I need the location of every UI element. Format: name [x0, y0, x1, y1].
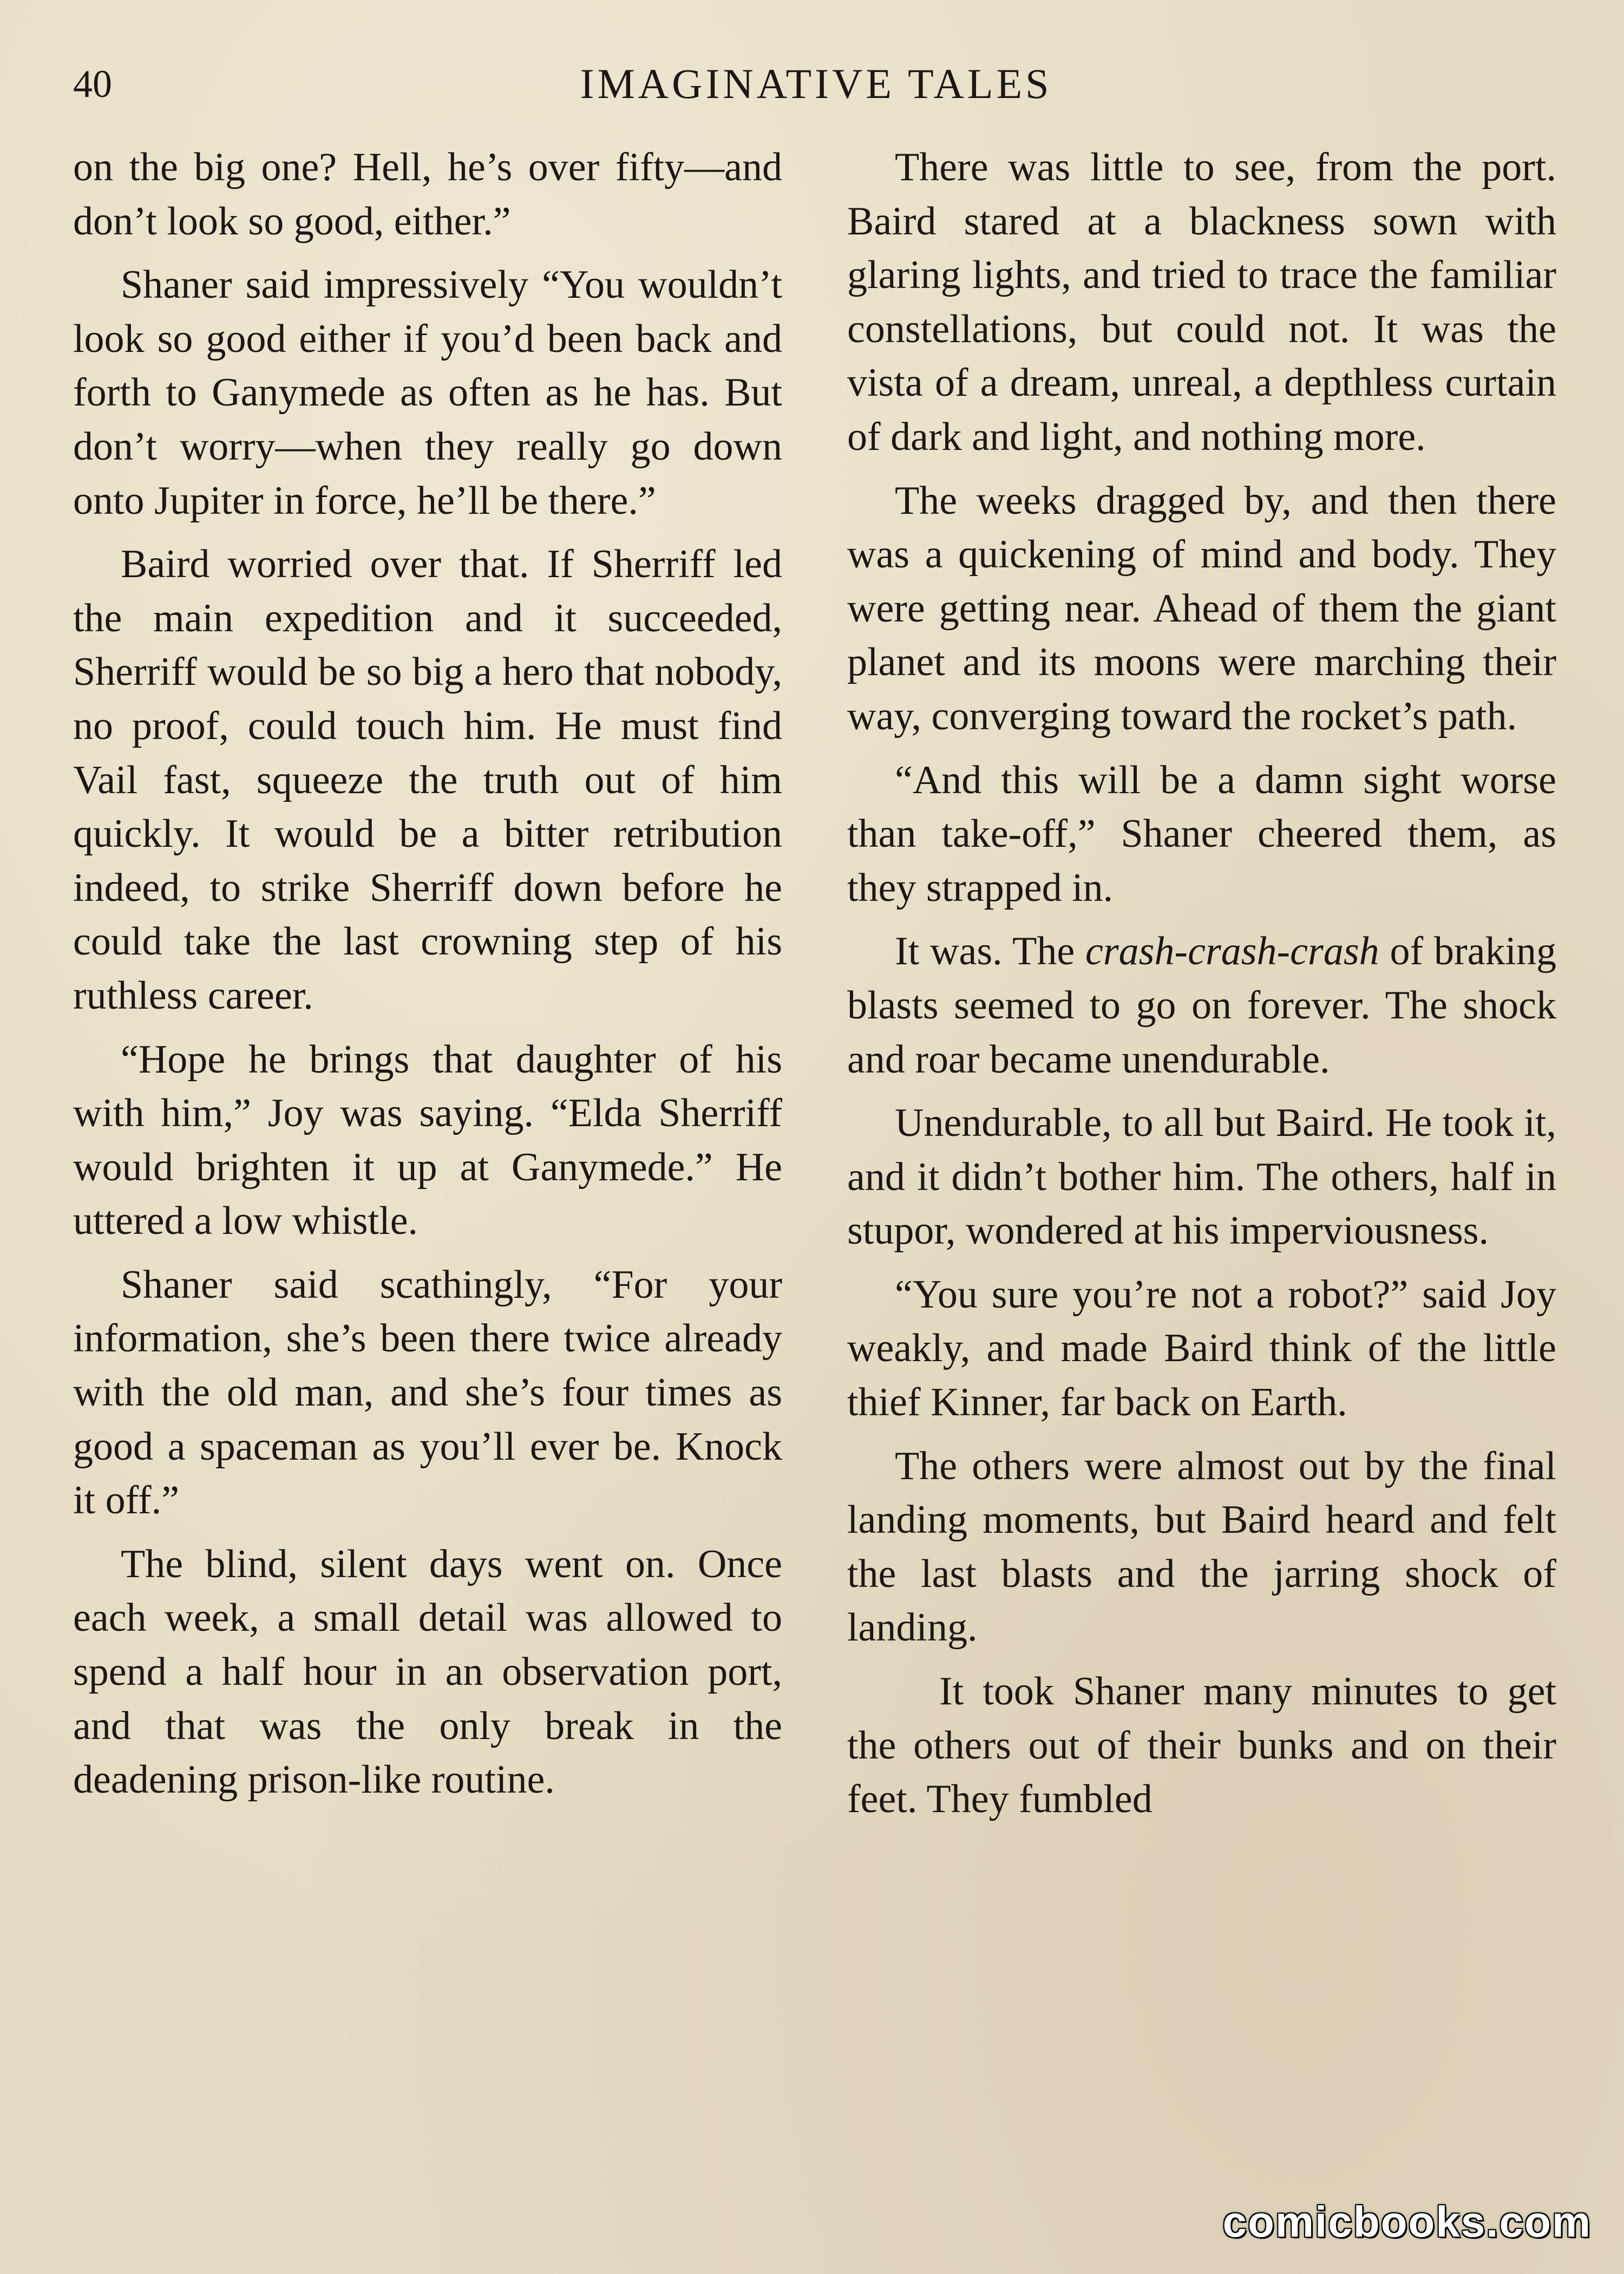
paragraph: The others were almost out by the final landing moments, but Baird heard and felt the last blasts and the jarring shock of landing.: [847, 1443, 1556, 1650]
left-column: [73, 141, 782, 1807]
paragraph: “You sure you’re not a robot?” said Joy weakly, and made Baird think of the little thief Kinner, far back on Earth.: [847, 1272, 1556, 1425]
paragraph: The blind, silent days went on. Once each week, a small detail was allowed to spend a half hour in an observation port, and that was the only break in the deadening prison-like routine.: [73, 1541, 782, 1802]
page-header: [73, 51, 1559, 116]
paragraph: The weeks dragged by, and then there was a quickening of mind and body. They were getting near. Ahead of them the giant planet and its moons were marching their way, converging toward the rocket’s path.: [847, 478, 1556, 739]
emphasis-text: crash-crash-crash: [1085, 929, 1379, 974]
paragraph: [847, 925, 1556, 1087]
paragraph: on the big one? Hell, he’s over fifty—and don’t look so good, either.”: [73, 145, 782, 244]
paragraph: There was little to see, from the port. Baird stared at a blackness sown with glaring lights, and tried to trace the familiar constellations, but could not. It was the vista of a dream, unreal, a depthless curtain of dark and light, and nothing more.: [847, 145, 1556, 459]
running-head: IMAGINATIVE TALES: [580, 60, 1052, 107]
paragraph: Shaner said scathingly, “For your information, she’s been there twice already with the old man, and she’s four times as good a spaceman as you’ll ever be. Knock it off.”: [73, 1262, 782, 1523]
paragraph-text: of braking blasts seemed to go on forever. The shock and roar became unendurable.: [847, 929, 1556, 1082]
paragraph: Shaner said impressively “You wouldn’t look so good either if you’d been back and forth to Ganymede as often as he has. But don’t worry—when they really go down onto Jupiter in force, he’ll be there.”: [73, 263, 782, 523]
page-number: 40: [73, 62, 112, 106]
paragraph-text: It was. The: [895, 929, 1086, 974]
paragraph: Unendurable, to all but Baird. He took it, and it didn’t bother him. The others, half in stupor, wondered at his imperviousness.: [847, 1101, 1556, 1253]
paragraph: It took Shaner many minutes to get the others out of their bunks and on their feet. They fumbled: [847, 1669, 1556, 1822]
paragraph: “Hope he brings that daughter of his with him,” Joy was saying. “Elda Sherriff would brighten it up at Ganymede.” He uttered a low whistle.: [73, 1037, 782, 1244]
source-watermark: comicbooks.com: [1222, 2198, 1592, 2246]
right-column: [847, 141, 1556, 1827]
paragraph: “And this will be a damn sight worse than take-off,” Shaner cheered them, as they strapped in.: [847, 757, 1556, 910]
paragraph: Baird worried over that. If Sherriff led the main expedition and it succeeded, Sherriff would be so big a hero that nobody, no proof, could touch him. He must find Vail fast, squeeze the truth out of him quickly. It would be a bitter retribution indeed, to strike Sherriff down before he could take the last crowning step of his ruthless career.: [73, 542, 782, 1018]
